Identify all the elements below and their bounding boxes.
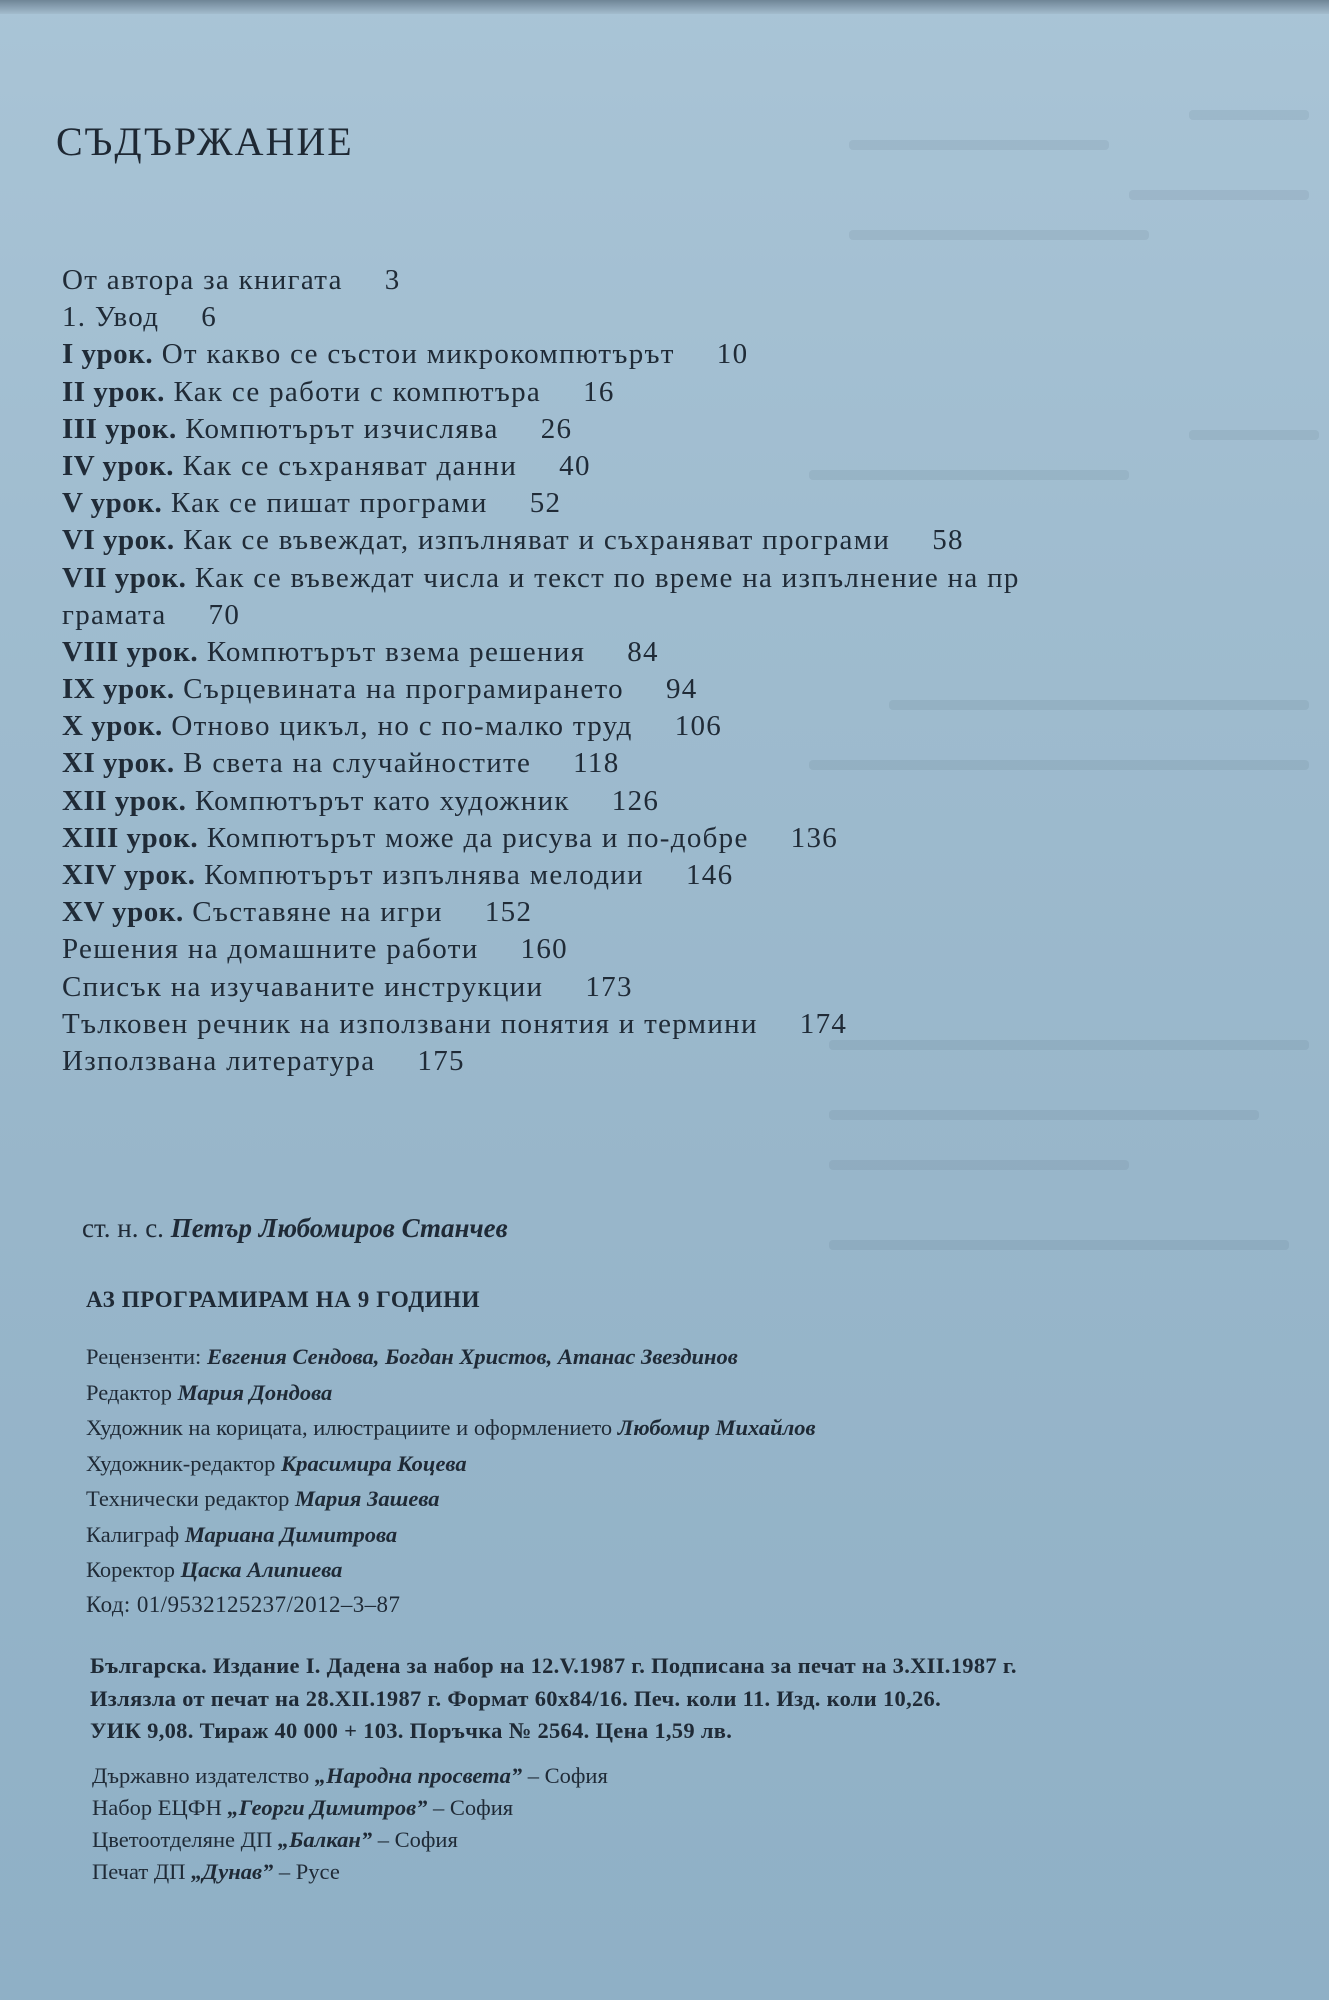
page-title: СЪДЪРЖАНИЕ [56, 119, 354, 164]
toc-lesson-label: V урок. [62, 487, 163, 520]
toc-lesson-label: X урок. [62, 710, 163, 743]
toc-entry-title: Как се съхраняват данни [182, 449, 518, 482]
toc-entry [62, 708, 1262, 745]
toc-page-number: 152 [484, 896, 533, 929]
toc-entry [62, 262, 1262, 299]
toc-entry [62, 931, 1262, 968]
toc-entry-title: Отново цикъл, но с по-малко труд [171, 710, 633, 743]
credit-name: Цаска Алипиева [180, 1557, 343, 1582]
toc-entry [62, 560, 1262, 597]
toc-entry [62, 448, 1262, 485]
credit-name: Мария Дондова [177, 1379, 333, 1405]
toc-page-number: 3 [384, 264, 401, 296]
toc-entry-title: Компютърът като художник [194, 784, 570, 817]
book-title: АЗ ПРОГРАМИРАМ НА 9 ГОДИНИ [86, 1287, 481, 1312]
toc-entry-title: 1. Увод [62, 301, 160, 334]
toc-entry-title: Тълковен речник на използвани понятия и термини [62, 1007, 758, 1040]
toc-entry-title: Решения на домашните работи [62, 933, 479, 966]
toc-entry [62, 411, 1262, 448]
toc-entry [62, 820, 1262, 857]
author-line [82, 1213, 508, 1244]
credit-line [86, 1375, 816, 1411]
printer-line [92, 1856, 608, 1888]
credit-line [86, 1446, 816, 1482]
author-prefix: ст. н. с. [82, 1213, 164, 1243]
printer-pre: Набор ЕЦФН [92, 1795, 222, 1820]
credit-name: Красимира Коцева [280, 1450, 467, 1476]
toc-entry-title: Компютърът изпълнява мелодии [204, 859, 644, 891]
toc-entry-title: Компютърът взема решения [206, 635, 586, 668]
toc-page-number: 173 [585, 970, 633, 1003]
publication-line: Излязла от печат на 28.XII.1987 г. Формат 60х84/16. Печ. коли 11. Изд. коли 10,26. [90, 1685, 942, 1711]
printer-line [92, 1792, 608, 1824]
toc-entry-title: Сърцевината на програмирането [183, 673, 624, 706]
toc-entry [62, 597, 1262, 634]
credit-role: Рецензенти: [86, 1344, 202, 1369]
toc-page-number: 16 [583, 375, 615, 408]
toc-lesson-label: XII урок. [62, 784, 187, 817]
printer-post: – София [527, 1763, 608, 1788]
toc-entry [62, 783, 1262, 820]
printer-name: „Дунав” [191, 1859, 274, 1884]
printer-post: – София [377, 1827, 458, 1852]
credits-list [86, 1339, 816, 1588]
toc-page-number: 52 [529, 487, 562, 520]
toc-entry-title: Как се работи с компютъра [173, 375, 542, 408]
toc-lesson-label: IV урок. [62, 449, 175, 482]
toc-entry [62, 1006, 1262, 1043]
toc-entry-title: Как се въвеждат числа и текст по време на изпълнение на пр [194, 561, 1020, 594]
credit-line [86, 1339, 816, 1375]
toc-entry-title: грамата [62, 598, 167, 631]
printer-name: „Георги Димитров” [227, 1795, 428, 1820]
credit-line [86, 1552, 816, 1588]
printer-post: – София [433, 1795, 514, 1820]
toc-lesson-label: II урок. [62, 375, 165, 408]
toc-entry-title: Как се пишат програми [170, 487, 488, 520]
toc-page-number: 136 [790, 821, 839, 854]
toc-lesson-label: I урок. [62, 338, 154, 371]
toc-page-number: 84 [627, 635, 659, 668]
toc-lesson-label: XI урок. [62, 747, 175, 780]
toc-page-number: 175 [417, 1044, 465, 1077]
publication-line: Българска. Издание I. Дадена за набор на 12.V.1987 г. Подписана за печат на 3.XII.1987 г. [90, 1653, 1017, 1678]
printer-line [92, 1824, 608, 1856]
publication-line: УИК 9,08. Тираж 40 000 + 103. Поръчка № 2564. Цена 1,59 лв. [90, 1718, 733, 1743]
credit-role: Технически редактор [86, 1486, 290, 1511]
toc-entry-title: Компютърът може да рисува и по-добре [206, 821, 749, 854]
credit-name: Мария Зашева [295, 1486, 440, 1511]
toc-entry [62, 336, 1262, 373]
credit-name: Любомир Михайлов [617, 1415, 816, 1440]
toc-entry-title: От какво се състои микрокомпютърът [161, 338, 675, 371]
credit-role: Художник на корицата, илюстрациите и оформлението [86, 1415, 613, 1440]
toc-lesson-label: XV урок. [62, 896, 184, 929]
printer-pre: Държавно издателство [92, 1763, 310, 1788]
credit-role: Редактор [86, 1379, 173, 1405]
toc-lesson-label: XIII урок. [62, 821, 199, 854]
code-line: Код: 01/9532125237/2012–3–87 [86, 1592, 401, 1617]
toc-page-number: 174 [799, 1007, 848, 1040]
toc-entry-title: От автора за книгата [62, 264, 343, 296]
credit-line [86, 1481, 816, 1517]
toc-lesson-label: XIV урок. [62, 859, 196, 891]
toc-page-number: 6 [201, 301, 218, 334]
toc-entry [62, 671, 1262, 708]
toc-entry [62, 374, 1262, 411]
printer-name: „Народна просвета” [314, 1763, 523, 1788]
toc-lesson-label: IX урок. [62, 673, 175, 706]
toc-entry [62, 634, 1262, 671]
credit-line [86, 1410, 816, 1446]
credit-line [86, 1517, 816, 1553]
toc-page-number: 126 [611, 784, 660, 817]
toc-entry [62, 857, 1262, 894]
toc-entry [62, 969, 1262, 1006]
toc-lesson-label: VI урок. [62, 524, 175, 557]
toc-page-number: 146 [685, 859, 734, 891]
printers-list [92, 1760, 608, 1888]
credit-role: Коректор [86, 1557, 176, 1582]
credit-name: Мариана Димитрова [184, 1521, 398, 1547]
author-name: Петър Любомиров Станчев [170, 1213, 508, 1243]
toc-entry-title: Списък на изучаваните инструкции [62, 970, 544, 1003]
toc-lesson-label: VII урок. [62, 561, 187, 594]
printer-pre: Печат ДП [92, 1859, 186, 1884]
credit-name: Евгения Сендова, Богдан Христов, Атанас Звездинов [206, 1344, 738, 1369]
page-top-edge [0, 0, 1329, 14]
toc-entry [62, 894, 1262, 931]
toc-page-number: 58 [932, 524, 964, 557]
toc-entry-title: Как се въвеждат, изпълняват и съхраняват програми [183, 524, 891, 557]
printer-line [92, 1760, 608, 1792]
toc-entry [62, 1043, 1262, 1080]
publication-info [90, 1650, 1017, 1748]
printer-post: – Русе [278, 1859, 340, 1884]
toc-lesson-label: III урок. [62, 412, 177, 445]
toc-lesson-label: VIII урок. [62, 635, 199, 668]
printer-pre: Цветоотделяне ДП [92, 1827, 273, 1852]
credit-role: Художник-редактор [86, 1450, 276, 1476]
toc-entry [62, 745, 1262, 782]
toc-entry-title: В света на случайностите [183, 747, 532, 780]
toc-page-number: 118 [573, 747, 620, 780]
credit-role: Калиграф [86, 1521, 180, 1547]
toc-entry-title: Съставяне на игри [192, 896, 443, 929]
toc-page-number: 160 [520, 933, 568, 966]
toc-page-number: 106 [674, 710, 723, 743]
table-of-contents [62, 262, 1262, 1080]
toc-entry-title: Използвана литература [62, 1044, 376, 1077]
printer-name: „Балкан” [277, 1827, 373, 1852]
toc-entry [62, 485, 1262, 522]
toc-entry [62, 299, 1262, 336]
toc-entry [62, 522, 1262, 559]
toc-page-number: 94 [665, 673, 698, 706]
toc-page-number: 10 [716, 338, 749, 371]
toc-entry-title: Компютърът изчислява [185, 412, 499, 445]
toc-page-number: 40 [559, 449, 591, 482]
toc-page-number: 70 [208, 598, 241, 631]
toc-page-number: 26 [540, 412, 573, 445]
